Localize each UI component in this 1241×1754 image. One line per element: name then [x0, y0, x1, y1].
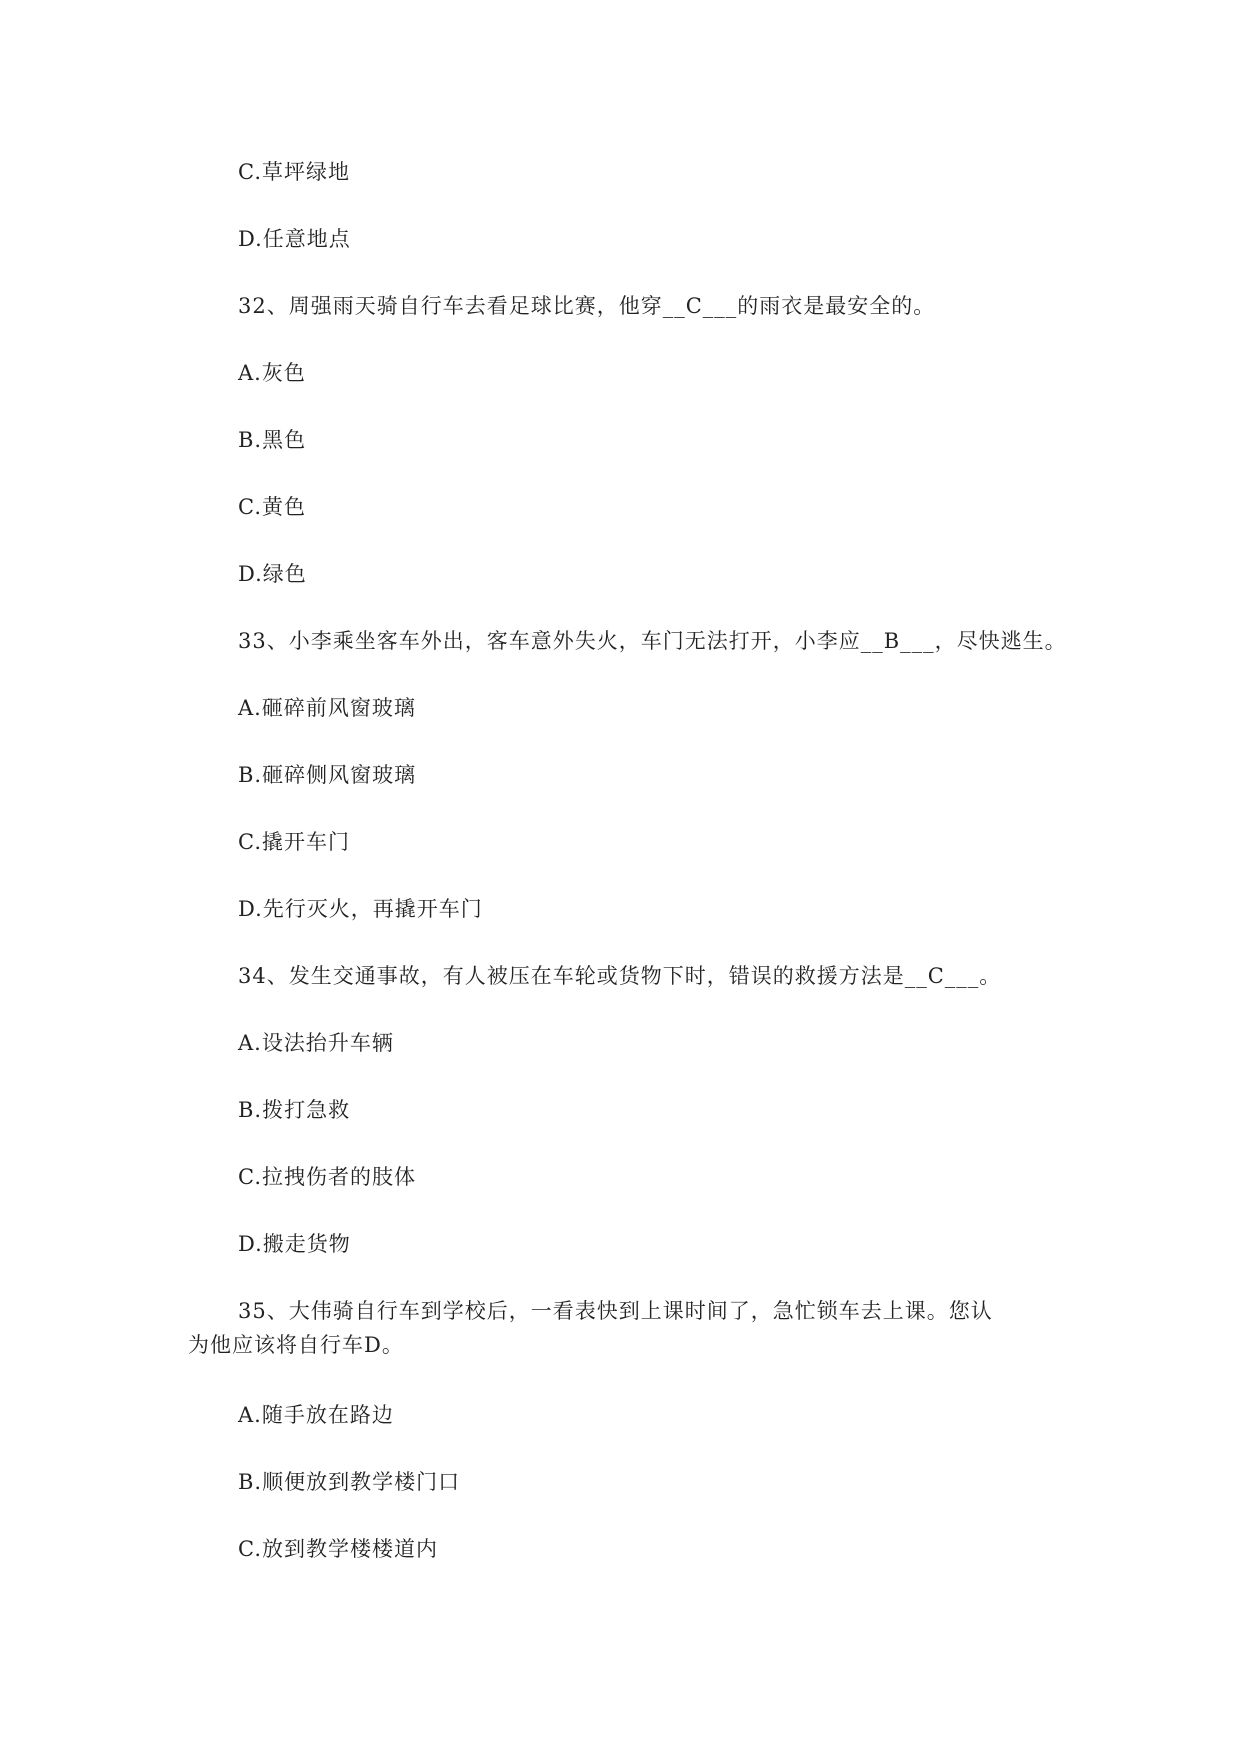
q35-option-b: B.顺便放到教学楼门口 — [238, 1470, 461, 1494]
q32-option-a: A.灰色 — [238, 361, 306, 385]
q34-option-a: A.设法抬升车辆 — [238, 1031, 394, 1055]
question-35: 35、大伟骑自行车到学校后，一看表快到上课时间了，急忙锁车去上课。您认为他应该将自行车D。 — [188, 1299, 993, 1357]
q34-option-b: B.拨打急救 — [238, 1098, 351, 1122]
q33-option-b: B.砸碎侧风窗玻璃 — [238, 763, 417, 787]
q34-option-d: D.搬走货物 — [238, 1232, 351, 1256]
q35-option-a: A.随手放在路边 — [238, 1403, 394, 1427]
question-34: 34、发生交通事故，有人被压在车轮或货物下时，错误的救援方法是__C___。 — [238, 964, 1002, 988]
q33-option-c: C.撬开车门 — [238, 830, 350, 854]
q31-option-c: C.草坪绿地 — [238, 160, 350, 184]
q32-option-b: B.黑色 — [238, 428, 307, 452]
q32-option-d: D.绿色 — [238, 562, 307, 586]
q35-option-c: C.放到教学楼楼道内 — [238, 1537, 438, 1561]
q33-option-d: D.先行灭火，再撬开车门 — [238, 897, 483, 921]
q31-option-d: D.任意地点 — [238, 227, 351, 251]
q34-option-c: C.拉拽伤者的肢体 — [238, 1165, 416, 1189]
q33-option-a: A.砸碎前风窗玻璃 — [238, 696, 416, 720]
question-33: 33、小李乘坐客车外出，客车意外失火，车门无法打开，小李应__B___，尽快逃生。 — [238, 629, 1067, 653]
question-32: 32、周强雨天骑自行车去看足球比赛，他穿__C___的雨衣是最安全的。 — [238, 294, 936, 318]
q32-option-c: C.黄色 — [238, 495, 306, 519]
